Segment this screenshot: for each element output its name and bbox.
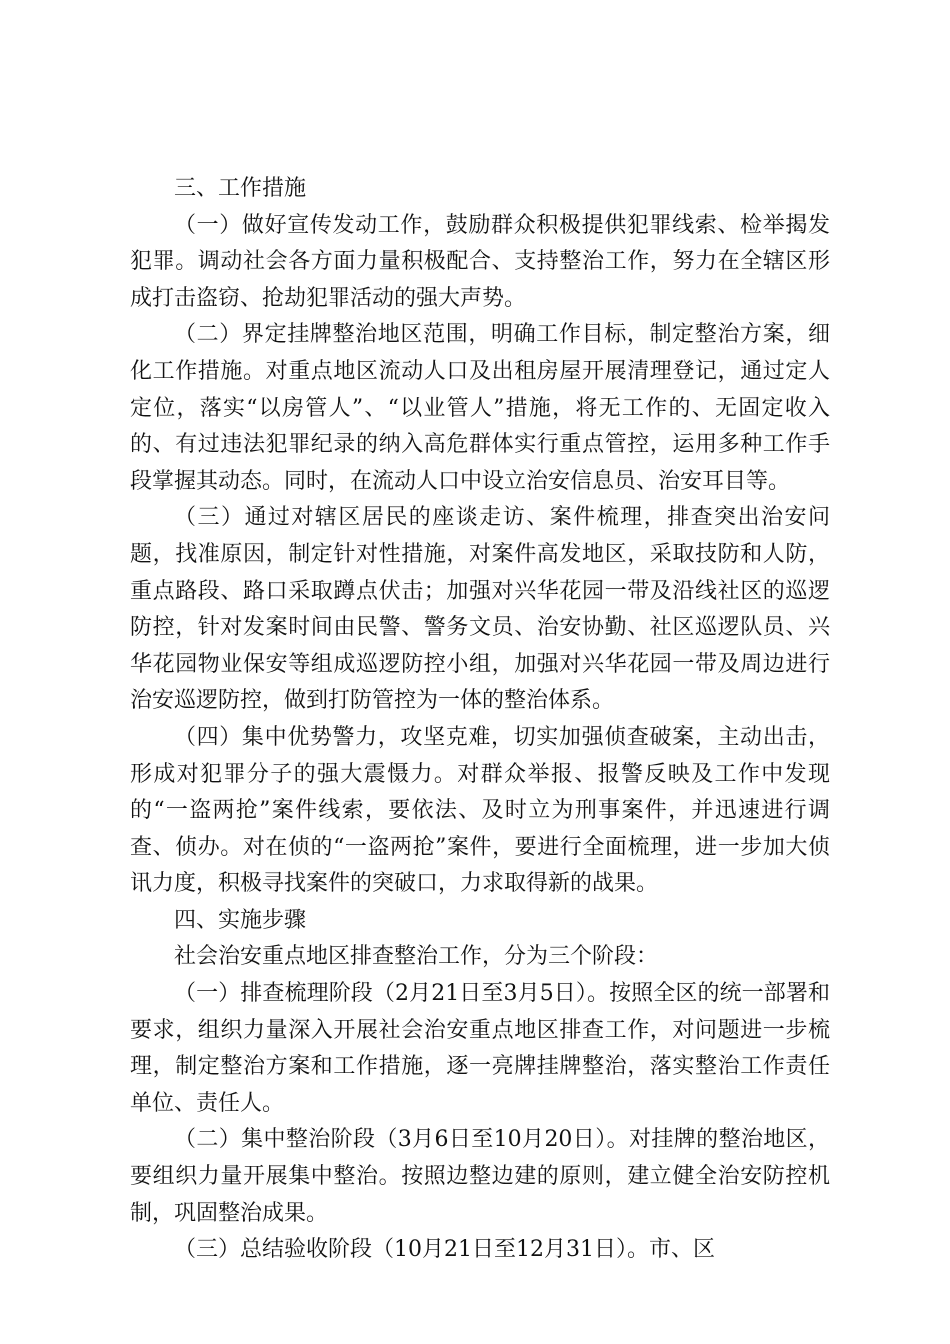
paragraph-measure-4: （四）集中优势警力，攻坚克难，切实加强侦查破案，主动出击，形成对犯罪分子的强大震慑力。对群众举报、报警反映及工作中发现的“一盗两抢”案件线索，要依法、及时立为刑事案件，并迅速进行调查、侦办。对在侦的“一盗两抢”案件，要进行全面梳理，进一步加大侦讯力度，积极寻找案件的突破口，力求取得新的战果。 xyxy=(130,724,830,897)
paragraph-stage-2: （二）集中整治阶段（3月6日至10月20日）。对挂牌的整治地区，要组织力量开展集中整治。按照边整边建的原则，建立健全治安防控机制，巩固整治成果。 xyxy=(130,1127,830,1226)
paragraph-measure-2: （二）界定挂牌整治地区范围，明确工作目标，制定整治方案，细化工作措施。对重点地区流动人口及出租房屋开展清理登记，通过定人定位，落实“以房管人”、“以业管人”措施，将无工作的、无固定收入的、有过违法犯罪纪录的纳入高危群体实行重点管控，运用多种工作手段掌握其动态。同时，在流动人口中设立治安信息员、治安耳目等。 xyxy=(130,322,830,494)
section-heading-work-measures: 三、工作措施 xyxy=(174,176,307,201)
paragraph-stages-intro: 社会治安重点地区排查整治工作，分为三个阶段： xyxy=(174,944,659,970)
paragraph-measure-1: （一）做好宣传发动工作，鼓励群众积极提供犯罪线索、检举揭发犯罪。调动社会各方面力量积极配合、支持整治工作，努力在全辖区形成打击盗窃、抢劫犯罪活动的强大声势。 xyxy=(130,212,830,311)
document-body xyxy=(130,171,830,1269)
paragraph-measure-3: （三）通过对辖区居民的座谈走访、案件梳理，排查突出治安问题，找准原因，制定针对性措施，对案件高发地区，采取技防和人防，重点路段、路口采取蹲点伏击；加强对兴华花园一带及沿线社区的巡逻防控，针对发案时间由民警、警务文员、治安协勤、社区巡逻队员、兴华花园物业保安等组成巡逻防控小组，加强对兴华花园一带及周边进行治安巡逻防控，做到打防管控为一体的整治体系。 xyxy=(130,505,830,714)
paragraph-stage-1: （一）排查梳理阶段（2月21日至3月5日）。按照全区的统一部署和要求，组织力量深入开展社会治安重点地区排查工作，对问题进一步梳理，制定整治方案和工作措施，逐一亮牌挂牌整治，落实整治工作责任单位、责任人。 xyxy=(130,981,830,1116)
section-heading-implementation-steps: 四、实施步骤 xyxy=(174,907,307,933)
paragraph-stage-3: （三）总结验收阶段（10月21日至12月31日）。市、区 xyxy=(174,1237,715,1263)
